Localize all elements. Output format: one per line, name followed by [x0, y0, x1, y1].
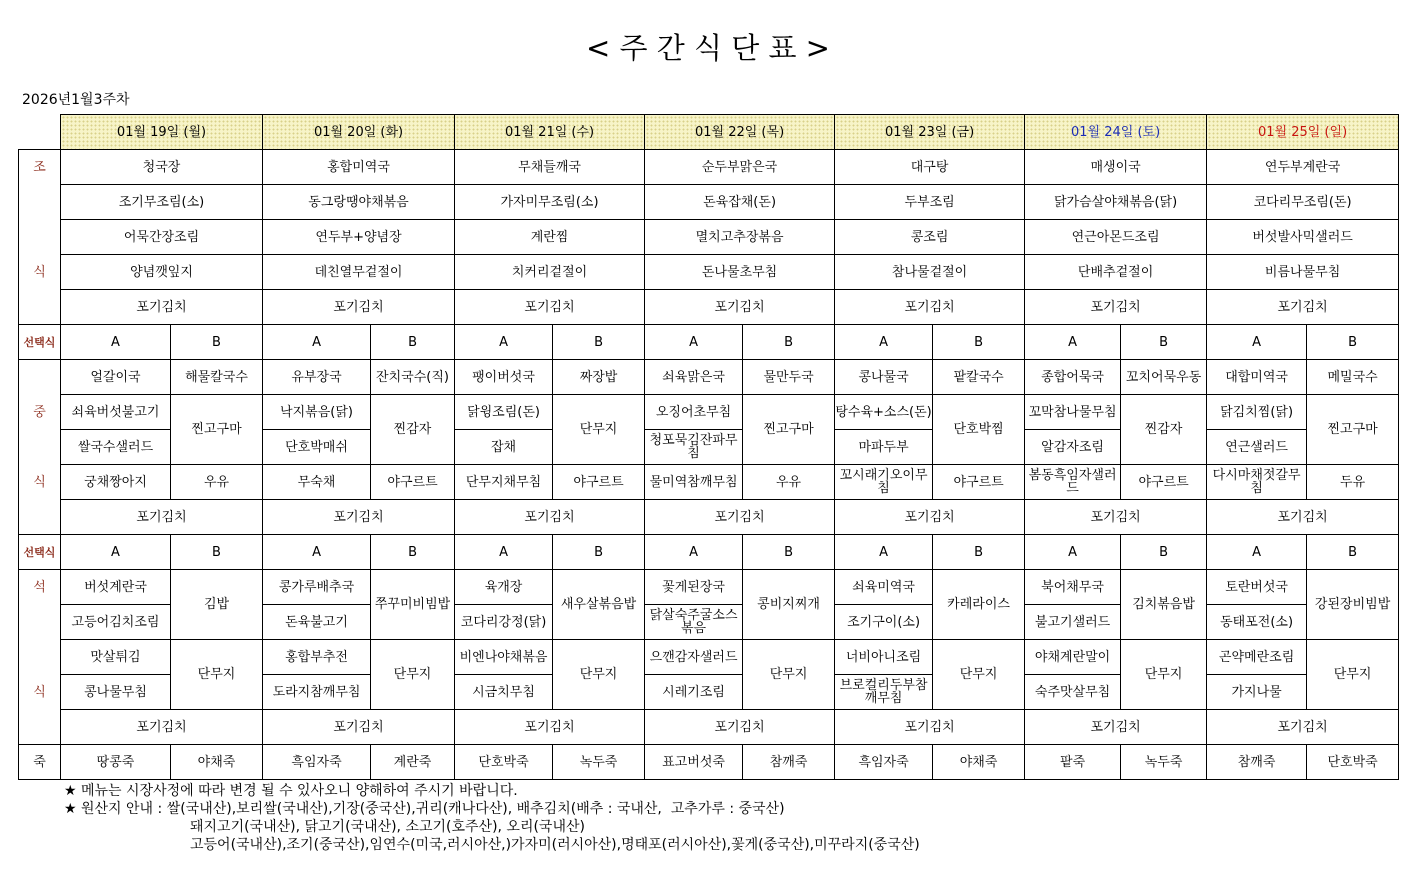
porridge-a: 흑임자죽: [263, 745, 371, 780]
lunch-a-item: 마파두부: [835, 430, 933, 465]
lunch-b-item: 야구르트: [553, 465, 645, 500]
note-origin-fish: 고등어(국내산),조기(중국산),임연수(미국,러시아산,)가자미(러시아산),명태포(러시아산),꽃게(중국산),미꾸라지(중국산): [190, 837, 920, 853]
lunch-b-item: 찐고구마: [1307, 395, 1399, 465]
lunch-a-item: 단무지채무침: [455, 465, 553, 500]
breakfast-item: 동그랑땡야채볶음: [263, 185, 455, 220]
lunch-a-item: 잡채: [455, 430, 553, 465]
option-a: A: [1207, 325, 1307, 360]
lunch-kimchi: 포기김치: [645, 500, 835, 535]
dinner-a-item: 맛살튀김: [61, 640, 171, 675]
dinner-a-item: 콩가루배추국: [263, 570, 371, 605]
dinner-a-item: 너비아니조림: [835, 640, 933, 675]
meal-label: [19, 185, 61, 220]
dinner-a-item: 곤약메란조림: [1207, 640, 1307, 675]
lunch-kimchi: 포기김치: [835, 500, 1025, 535]
option-a: A: [61, 325, 171, 360]
option-a: A: [645, 535, 743, 570]
table-row: [19, 360, 1399, 395]
day-header: 01월 19일 (월): [61, 115, 263, 150]
meal-label: 식: [19, 465, 61, 500]
meal-label: [19, 500, 61, 535]
lunch-a-item: 종합어묵국: [1025, 360, 1121, 395]
lunch-a-item: 오징어초무침: [645, 395, 743, 430]
dinner-kimchi: 포기김치: [645, 710, 835, 745]
breakfast-item: 멸치고추장볶음: [645, 220, 835, 255]
breakfast-item: 연두부계란국: [1207, 150, 1399, 185]
dinner-a-item: 쇠육미역국: [835, 570, 933, 605]
porridge-a: 표고버섯죽: [645, 745, 743, 780]
lunch-b-item: 두유: [1307, 465, 1399, 500]
note-origin: ★ 원산지 안내 : 쌀(국내산),보리쌀(국내산),기장(중국산),귀리(캐나다산), 배추김치(배추 : 국내산, 고추가루 : 중국산): [64, 801, 785, 817]
dinner-a-item: 시레기조림: [645, 675, 743, 710]
lunch-a-item: 닭김치찜(닭): [1207, 395, 1307, 430]
lunch-b-item: 우유: [743, 465, 835, 500]
dinner-a-item: 으깬감자샐러드: [645, 640, 743, 675]
option-a: A: [455, 325, 553, 360]
dinner-b-item: 콩비지찌개: [743, 570, 835, 640]
lunch-b-item: 찐감자: [1121, 395, 1207, 465]
option-a: A: [263, 325, 371, 360]
lunch-a-item: 물미역참깨무침: [645, 465, 743, 500]
corner-cell: [19, 115, 61, 150]
breakfast-item: 포기김치: [455, 290, 645, 325]
option-a: A: [835, 325, 933, 360]
meal-label: 석: [19, 570, 61, 605]
note-origin-meat: 돼지고기(국내산), 닭고기(국내산), 소고기(호주산), 오리(국내산): [190, 819, 585, 835]
dinner-b-item: 단무지: [1307, 640, 1399, 710]
breakfast-item: 포기김치: [263, 290, 455, 325]
porridge-b: 참깨죽: [743, 745, 835, 780]
option-a: A: [61, 535, 171, 570]
lunch-b-item: 물만두국: [743, 360, 835, 395]
lunch-b-item: 꼬치어묵우동: [1121, 360, 1207, 395]
lunch-b-item: 짜장밥: [553, 360, 645, 395]
breakfast-item: 닭가슴살야채볶음(닭): [1025, 185, 1207, 220]
meal-label: [19, 640, 61, 675]
dinner-a-item: 꽃게된장국: [645, 570, 743, 605]
porridge-b: 녹두죽: [1121, 745, 1207, 780]
option-b: B: [371, 325, 455, 360]
dinner-b-item: 카레라이스: [933, 570, 1025, 640]
breakfast-item: 단배추겉절이: [1025, 255, 1207, 290]
lunch-a-item: 궁채짱아지: [61, 465, 171, 500]
lunch-a-item: 낙지볶음(닭): [263, 395, 371, 430]
lunch-a-item: 청포묵김잔파무침: [645, 430, 743, 465]
lunch-a-item: 얼갈이국: [61, 360, 171, 395]
dinner-a-item: 돈육불고기: [263, 605, 371, 640]
breakfast-item: 포기김치: [1207, 290, 1399, 325]
option-a: A: [645, 325, 743, 360]
lunch-kimchi: 포기김치: [61, 500, 263, 535]
lunch-a-item: 무숙채: [263, 465, 371, 500]
breakfast-item: 가자미무조림(소): [455, 185, 645, 220]
option-b: B: [553, 535, 645, 570]
dinner-kimchi: 포기김치: [1207, 710, 1399, 745]
day-header: 01월 24일 (토): [1025, 115, 1207, 150]
table-row: [19, 150, 1399, 185]
meal-label: 식: [19, 255, 61, 290]
dinner-b-item: 단무지: [743, 640, 835, 710]
lunch-a-item: 닭윙조림(돈): [455, 395, 553, 430]
breakfast-item: 조기무조림(소): [61, 185, 263, 220]
lunch-a-item: 꼬시래기오이무침: [835, 465, 933, 500]
meal-label: [19, 290, 61, 325]
breakfast-item: 청국장: [61, 150, 263, 185]
breakfast-item: 연두부+양념장: [263, 220, 455, 255]
breakfast-item: 무채들깨국: [455, 150, 645, 185]
table-row: [19, 640, 1399, 675]
option-a: A: [263, 535, 371, 570]
breakfast-item: 콩조림: [835, 220, 1025, 255]
day-header: 01월 20일 (화): [263, 115, 455, 150]
lunch-a-item: 대합미역국: [1207, 360, 1307, 395]
meal-label: [19, 710, 61, 745]
table-row: [19, 745, 1399, 780]
dinner-a-item: 콩나물무침: [61, 675, 171, 710]
breakfast-item: 포기김치: [835, 290, 1025, 325]
table-row: [19, 465, 1399, 500]
breakfast-item: 연근아몬드조림: [1025, 220, 1207, 255]
meal-label: [19, 360, 61, 395]
porridge-a: 팥죽: [1025, 745, 1121, 780]
lunch-b-item: 단무지: [553, 395, 645, 465]
breakfast-item: 두부조림: [835, 185, 1025, 220]
lunch-kimchi: 포기김치: [1025, 500, 1207, 535]
lunch-b-item: 메밀국수: [1307, 360, 1399, 395]
option-a: A: [1025, 325, 1121, 360]
lunch-b-item: 단호박찜: [933, 395, 1025, 465]
breakfast-item: 돈나물초무침: [645, 255, 835, 290]
breakfast-item: 참나물겉절이: [835, 255, 1025, 290]
porridge-a: 참깨죽: [1207, 745, 1307, 780]
dinner-b-item: 단무지: [933, 640, 1025, 710]
dinner-b-item: 단무지: [1121, 640, 1207, 710]
breakfast-item: 비름나물무침: [1207, 255, 1399, 290]
breakfast-item: 홍합미역국: [263, 150, 455, 185]
breakfast-item: 대구탕: [835, 150, 1025, 185]
table-row: [19, 325, 1399, 360]
dinner-b-item: 단무지: [553, 640, 645, 710]
table-row: [19, 220, 1399, 255]
dinner-b-item: 김밥: [171, 570, 263, 640]
breakfast-item: 포기김치: [1025, 290, 1207, 325]
lunch-b-item: 해물칼국수: [171, 360, 263, 395]
option-b: B: [171, 535, 263, 570]
lunch-kimchi: 포기김치: [263, 500, 455, 535]
table-row: [19, 395, 1399, 430]
meal-label: 조: [19, 150, 61, 185]
option-b: B: [171, 325, 263, 360]
dinner-kimchi: 포기김치: [263, 710, 455, 745]
option-b: B: [743, 535, 835, 570]
lunch-a-item: 꼬막참나물무침: [1025, 395, 1121, 430]
lunch-b-item: 찐고구마: [743, 395, 835, 465]
lunch-b-item: 잔치국수(직): [371, 360, 455, 395]
lunch-b-item: 우유: [171, 465, 263, 500]
dinner-b-item: 새우살볶음밥: [553, 570, 645, 640]
breakfast-item: 데친열무겉절이: [263, 255, 455, 290]
dinner-a-item: 숙주맛살무침: [1025, 675, 1121, 710]
option-b: B: [1307, 535, 1399, 570]
breakfast-item: 어묵간장조림: [61, 220, 263, 255]
dinner-a-item: 닭살숙주굴소스볶음: [645, 605, 743, 640]
dinner-a-item: 동태포전(소): [1207, 605, 1307, 640]
lunch-b-item: 팥칼국수: [933, 360, 1025, 395]
dinner-a-item: 시금치무침: [455, 675, 553, 710]
dinner-b-item: 쭈꾸미비빔밥: [371, 570, 455, 640]
page-title: < 주 간 식 단 표 >: [586, 31, 830, 65]
lunch-a-item: 다시마채젓갈무침: [1207, 465, 1307, 500]
table-row: [19, 500, 1399, 535]
breakfast-item: 포기김치: [645, 290, 835, 325]
lunch-a-item: 알감자조림: [1025, 430, 1121, 465]
lunch-b-item: 찐감자: [371, 395, 455, 465]
dinner-a-item: 북어채무국: [1025, 570, 1121, 605]
porridge-b: 녹두죽: [553, 745, 645, 780]
note-menu-change: ★ 메뉴는 시장사정에 따라 변경 될 수 있사오니 양해하여 주시기 바랍니다.: [64, 783, 518, 799]
option-b: B: [933, 535, 1025, 570]
day-header: 01월 25일 (일): [1207, 115, 1399, 150]
notes: [64, 782, 920, 854]
lunch-a-item: 쌀국수샐러드: [61, 430, 171, 465]
lunch-a-item: 봄동흑임자샐러드: [1025, 465, 1121, 500]
breakfast-item: 버섯발사믹샐러드: [1207, 220, 1399, 255]
day-header: 01월 22일 (목): [645, 115, 835, 150]
porridge-a: 단호박죽: [455, 745, 553, 780]
dinner-a-item: 불고기샐러드: [1025, 605, 1121, 640]
meal-label: 식: [19, 675, 61, 710]
breakfast-item: 치커리겉절이: [455, 255, 645, 290]
lunch-kimchi: 포기김치: [455, 500, 645, 535]
lunch-b-item: 찐고구마: [171, 395, 263, 465]
option-a: A: [835, 535, 933, 570]
lunch-b-item: 야구르트: [933, 465, 1025, 500]
dinner-kimchi: 포기김치: [1025, 710, 1207, 745]
porridge-b: 야채죽: [933, 745, 1025, 780]
dinner-a-item: 토란버섯국: [1207, 570, 1307, 605]
dinner-b-item: 김치볶음밥: [1121, 570, 1207, 640]
option-b: B: [1121, 325, 1207, 360]
lunch-b-item: 야구르트: [371, 465, 455, 500]
meal-label: [19, 430, 61, 465]
lunch-a-item: 콩나물국: [835, 360, 933, 395]
lunch-a-item: 쇠육버섯불고기: [61, 395, 171, 430]
dinner-b-item: 단무지: [171, 640, 263, 710]
dinner-b-item: 단무지: [371, 640, 455, 710]
table-row: [19, 115, 1399, 150]
option-b: B: [743, 325, 835, 360]
dinner-a-item: 가지나물: [1207, 675, 1307, 710]
option-b: B: [371, 535, 455, 570]
lunch-a-item: 탕수육+소스(돈): [835, 395, 933, 430]
option-b: B: [933, 325, 1025, 360]
dinner-kimchi: 포기김치: [455, 710, 645, 745]
breakfast-item: 코다리무조림(돈): [1207, 185, 1399, 220]
dinner-a-item: 야채계란말이: [1025, 640, 1121, 675]
dinner-a-item: 브로컬리두부참깨무침: [835, 675, 933, 710]
dinner-a-item: 도라지참깨무침: [263, 675, 371, 710]
dinner-kimchi: 포기김치: [835, 710, 1025, 745]
breakfast-item: 포기김치: [61, 290, 263, 325]
weekly-menu-table: [18, 114, 1399, 780]
porridge-b: 단호박죽: [1307, 745, 1399, 780]
lunch-a-item: 쇠육맑은국: [645, 360, 743, 395]
dinner-a-item: 버섯계란국: [61, 570, 171, 605]
week-label: 2026년1월3주차: [22, 92, 130, 108]
lunch-a-item: 연근샐러드: [1207, 430, 1307, 465]
meal-label: [19, 605, 61, 640]
table-row: [19, 710, 1399, 745]
option-a: A: [1025, 535, 1121, 570]
porridge-b: 야채죽: [171, 745, 263, 780]
table-row: [19, 185, 1399, 220]
meal-label: 중: [19, 395, 61, 430]
dinner-a-item: 조기구이(소): [835, 605, 933, 640]
table-row: [19, 255, 1399, 290]
dinner-a-item: 코다리강정(닭): [455, 605, 553, 640]
dinner-a-item: 고등어김치조림: [61, 605, 171, 640]
lunch-a-item: 유부장국: [263, 360, 371, 395]
option-a: A: [455, 535, 553, 570]
day-header: 01월 23일 (금): [835, 115, 1025, 150]
lunch-kimchi: 포기김치: [1207, 500, 1399, 535]
option-b: B: [1307, 325, 1399, 360]
porridge-b: 계란죽: [371, 745, 455, 780]
dinner-kimchi: 포기김치: [61, 710, 263, 745]
breakfast-item: 매생이국: [1025, 150, 1207, 185]
breakfast-item: 계란찜: [455, 220, 645, 255]
dinner-a-item: 홍합부추전: [263, 640, 371, 675]
option-b: B: [1121, 535, 1207, 570]
select-label: 선택식: [19, 535, 61, 570]
breakfast-item: 돈육잡채(돈): [645, 185, 835, 220]
day-header: 01월 21일 (수): [455, 115, 645, 150]
porridge-a: 흑임자죽: [835, 745, 933, 780]
option-a: A: [1207, 535, 1307, 570]
table-row: [19, 570, 1399, 605]
meal-label: [19, 220, 61, 255]
table-row: [19, 290, 1399, 325]
table-row: [19, 535, 1399, 570]
select-label: 선택식: [19, 325, 61, 360]
dinner-b-item: 강된장비빔밥: [1307, 570, 1399, 640]
breakfast-item: 양념깻잎지: [61, 255, 263, 290]
lunch-b-item: 야구르트: [1121, 465, 1207, 500]
lunch-a-item: 팽이버섯국: [455, 360, 553, 395]
dinner-a-item: 비엔나야채볶음: [455, 640, 553, 675]
porridge-label: 죽: [19, 745, 61, 780]
porridge-a: 땅콩죽: [61, 745, 171, 780]
breakfast-item: 순두부맑은국: [645, 150, 835, 185]
option-b: B: [553, 325, 645, 360]
dinner-a-item: 육개장: [455, 570, 553, 605]
lunch-a-item: 단호박매쉬: [263, 430, 371, 465]
